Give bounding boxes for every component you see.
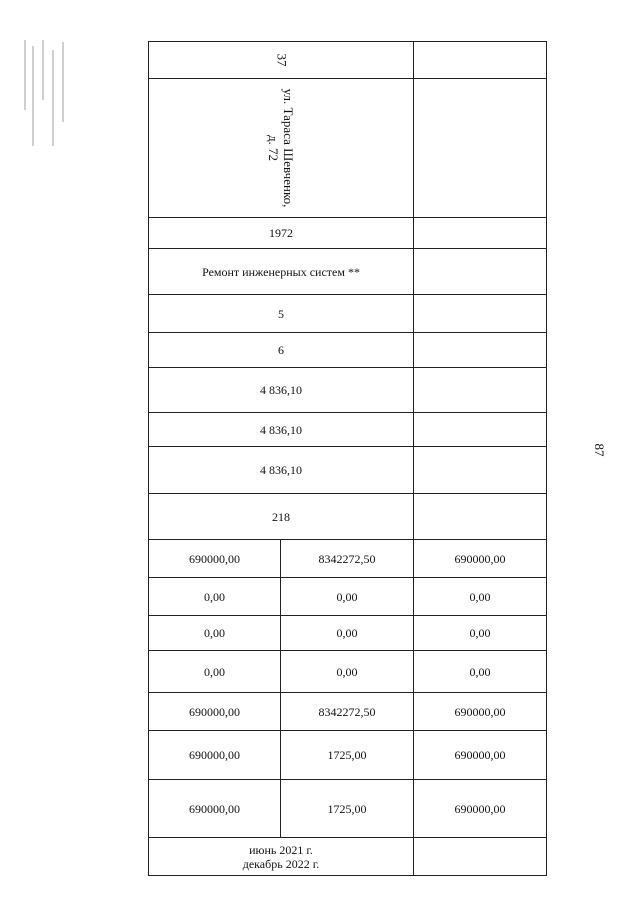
end-date: декабрь 2022 г. [242, 856, 320, 871]
table-row [149, 731, 547, 780]
table-row [149, 333, 547, 368]
address: ул. Тараса Шевченко, д. 72 [266, 88, 296, 208]
empty-cell [414, 333, 547, 368]
table-row [149, 616, 547, 651]
table-row [149, 838, 547, 876]
table-row [149, 693, 547, 731]
cost-cell: 0,00 [414, 578, 547, 616]
cost-cell: 690000,00 [414, 731, 547, 780]
cost-cell: 690000,00 [414, 780, 547, 838]
entrances-cell: 6 [149, 333, 414, 368]
table-row [149, 413, 547, 447]
table-row [149, 447, 547, 494]
work-type-cell: Ремонт инженерных систем ** [149, 249, 414, 295]
empty-cell [414, 249, 547, 295]
table-row [149, 780, 547, 838]
cost-cell: 690000,00 [149, 540, 281, 578]
table-row [149, 368, 547, 413]
cost-cell: 0,00 [149, 616, 281, 651]
empty-cell [414, 838, 547, 876]
empty-cell [414, 79, 547, 218]
floors-cell: 5 [149, 295, 414, 333]
empty-cell [414, 447, 547, 494]
empty-cell [414, 413, 547, 447]
table-row [149, 42, 547, 79]
cost-cell: 0,00 [414, 651, 547, 693]
year-cell: 1972 [149, 218, 414, 249]
cost-cell: 0,00 [281, 651, 414, 693]
area-b-cell: 4 836,10 [149, 447, 414, 494]
cost-cell: 8342272,50 [281, 540, 414, 578]
cost-cell: 0,00 [281, 616, 414, 651]
area-a-cell: 4 836,10 [149, 413, 414, 447]
empty-cell [414, 494, 547, 540]
table-row [149, 494, 547, 540]
cost-cell: 690000,00 [149, 693, 281, 731]
table-row [149, 540, 547, 578]
cost-cell: 0,00 [149, 578, 281, 616]
table-row [149, 218, 547, 249]
area-total-cell: 4 836,10 [149, 368, 414, 413]
empty-cell [414, 42, 547, 79]
start-date: июнь 2021 г. [249, 842, 313, 857]
table-row [149, 249, 547, 295]
table-row [149, 79, 547, 218]
address-cell [149, 79, 414, 218]
cost-cell: 690000,00 [149, 780, 281, 838]
dates-cell [149, 838, 414, 876]
cost-cell: 0,00 [281, 578, 414, 616]
cost-cell: 690000,00 [414, 540, 547, 578]
cost-cell: 0,00 [414, 616, 547, 651]
cost-cell: 0,00 [149, 651, 281, 693]
table-row [149, 295, 547, 333]
table-row [149, 578, 547, 616]
page-number: 87 [592, 443, 607, 457]
residents-cell: 218 [149, 494, 414, 540]
table-row [149, 651, 547, 693]
empty-cell [414, 295, 547, 333]
row-number-cell [149, 42, 414, 79]
empty-cell [414, 218, 547, 249]
cost-cell: 690000,00 [414, 693, 547, 731]
cost-cell: 690000,00 [149, 731, 281, 780]
empty-cell [414, 368, 547, 413]
scan-margin-marks [20, 40, 70, 150]
cost-cell: 1725,00 [281, 780, 414, 838]
cost-cell: 8342272,50 [281, 693, 414, 731]
data-table [148, 41, 547, 876]
row-number: 37 [274, 53, 289, 67]
cost-cell: 1725,00 [281, 731, 414, 780]
